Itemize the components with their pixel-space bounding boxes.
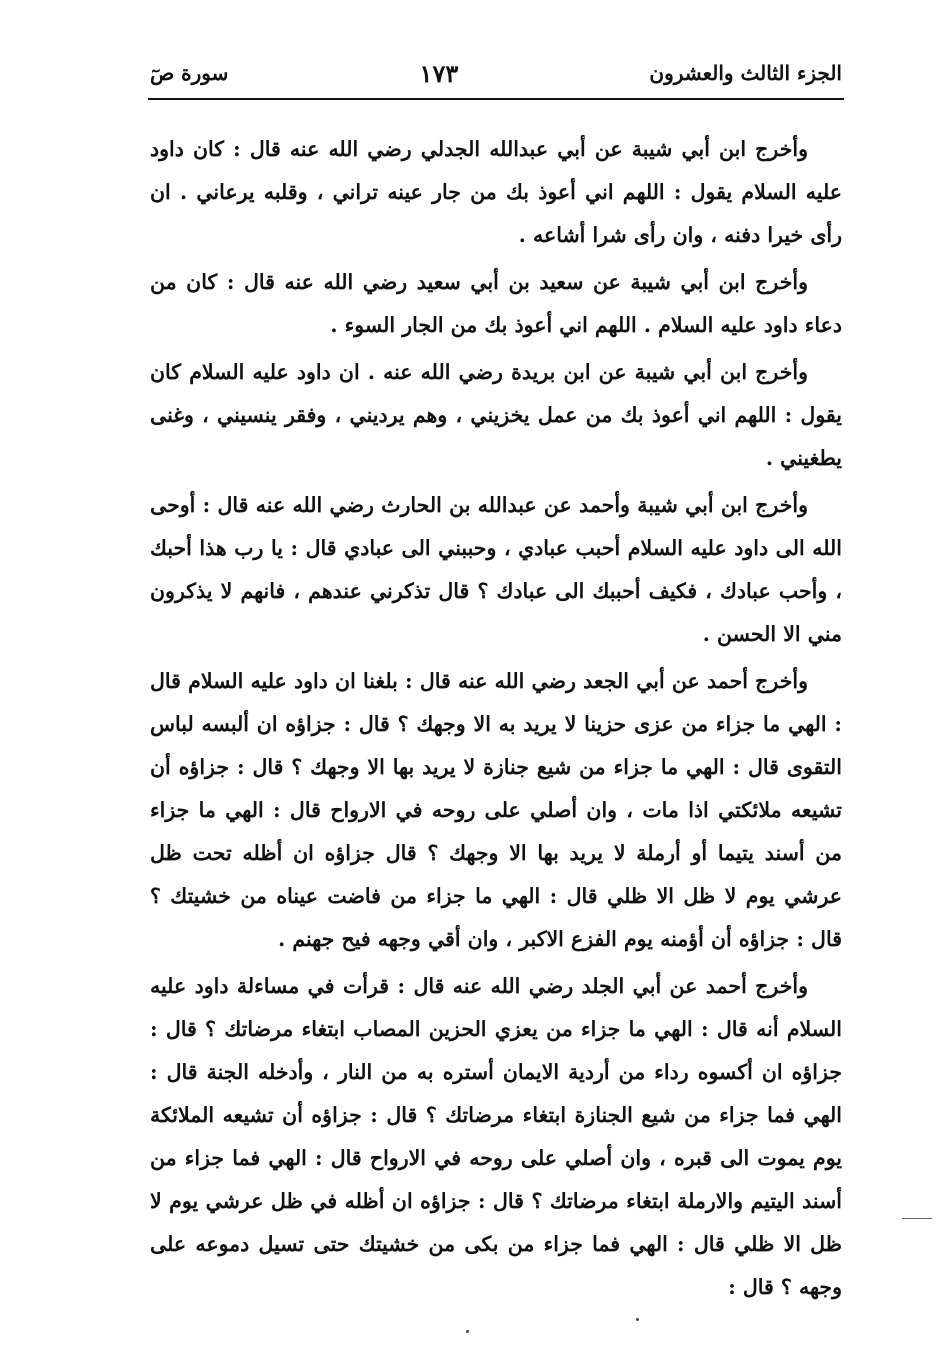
- scan-speck: [466, 1330, 469, 1333]
- part-title: الجزء الثالث والعشرون: [649, 61, 842, 85]
- running-header: [150, 55, 842, 91]
- paragraph: وأخرج ابن أبي شيبة عن أبي عبدالله الجدلي رضي الله عنه قال : كان داود عليه السلام يقول : اللهم اني أعوذ بك من جار عينه تراني ، وقلبه يرعاني . ان رأى خيرا دفنه ، وان رأى شرا أشاعه .: [150, 137, 842, 247]
- body-text: [150, 128, 842, 1313]
- paragraph: وأخرج ابن أبي شيبة وأحمد عن عبدالله بن الحارث رضي الله عنه قال : أوحى الله الى داود عليه السلام أحبب عبادي ، وحببني الى عبادي قال : يا رب هذا أحبك ، وأحب عبادك ، فكيف أحببك الى عبادك ؟ قال تذكرني عندهم ، فانهم لا يذكرون مني الا الحسن .: [150, 493, 842, 646]
- surah-title: سورة صٓ: [150, 61, 229, 85]
- scan-speck: [636, 1318, 639, 1321]
- paragraph: وأخرج ابن أبي شيبة عن ابن بريدة رضي الله عنه . ان داود عليه السلام كان يقول : اللهم اني أعوذ بك من عمل يخزيني ، وهم يرديني ، وفقر ينسيني ، وغنى يطغيني .: [150, 360, 842, 470]
- page-number: ١٧٣: [419, 58, 459, 88]
- margin-mark: [902, 1218, 932, 1219]
- paragraph: وأخرج أحمد عن أبي الجعد رضي الله عنه قال : بلغنا ان داود عليه السلام قال : الهي ما جزاء من عزى حزينا لا يريد به الا وجهك ؟ قال : جزاؤه ان ألبسه لباس التقوى قال : الهي ما جزاء من شيع جنازة لا يريد بها الا وجهك ؟ قال : جزاؤه أن تشيعه ملائكتي اذا مات ، وان أصلي على روحه في الارواح قال : الهي ما جزاء من أسند يتيما أو أرملة لا يريد بها الا وجهك ؟ قال جزاؤه ان أظله تحت ظل عرشي يوم لا ظل الا ظلي قال : الهي ما جزاء من فاضت عيناه من خشيتك ؟ قال : جزاؤه أن أؤمنه يوم الفزع الاكبر ، وان أقي وجهه فيح جهنم .: [150, 669, 842, 951]
- paragraph: وأخرج ابن أبي شيبة عن سعيد بن أبي سعيد رضي الله عنه قال : كان من دعاء داود عليه السلام . اللهم اني أعوذ بك من الجار السوء .: [150, 270, 842, 337]
- header-rule: [148, 98, 844, 100]
- paragraph: وأخرج أحمد عن أبي الجلد رضي الله عنه قال : قرأت في مساءلة داود عليه السلام أنه قال : الهي ما جزاء من يعزي الحزين المصاب ابتغاء مرضاتك ؟ قال : جزاؤه ان أكسوه رداء من أردية الايمان أستره به من النار ، وأدخله الجنة قال : الهي فما جزاء من شيع الجنازة ابتغاء مرضاتك ؟ قال : جزاؤه أن تشيعه الملائكة يوم يموت الى قبره ، وان أصلي على روحه في الارواح قال : الهي فما جزاء من أسند اليتيم والارملة ابتغاء مرضاتك ؟ قال : جزاؤه ان أظله في ظل عرشي يوم لا ظل الا ظلي قال : الهي فما جزاء من بكى من خشيتك حتى تسيل دموعه على وجهه ؟ قال :: [150, 974, 842, 1299]
